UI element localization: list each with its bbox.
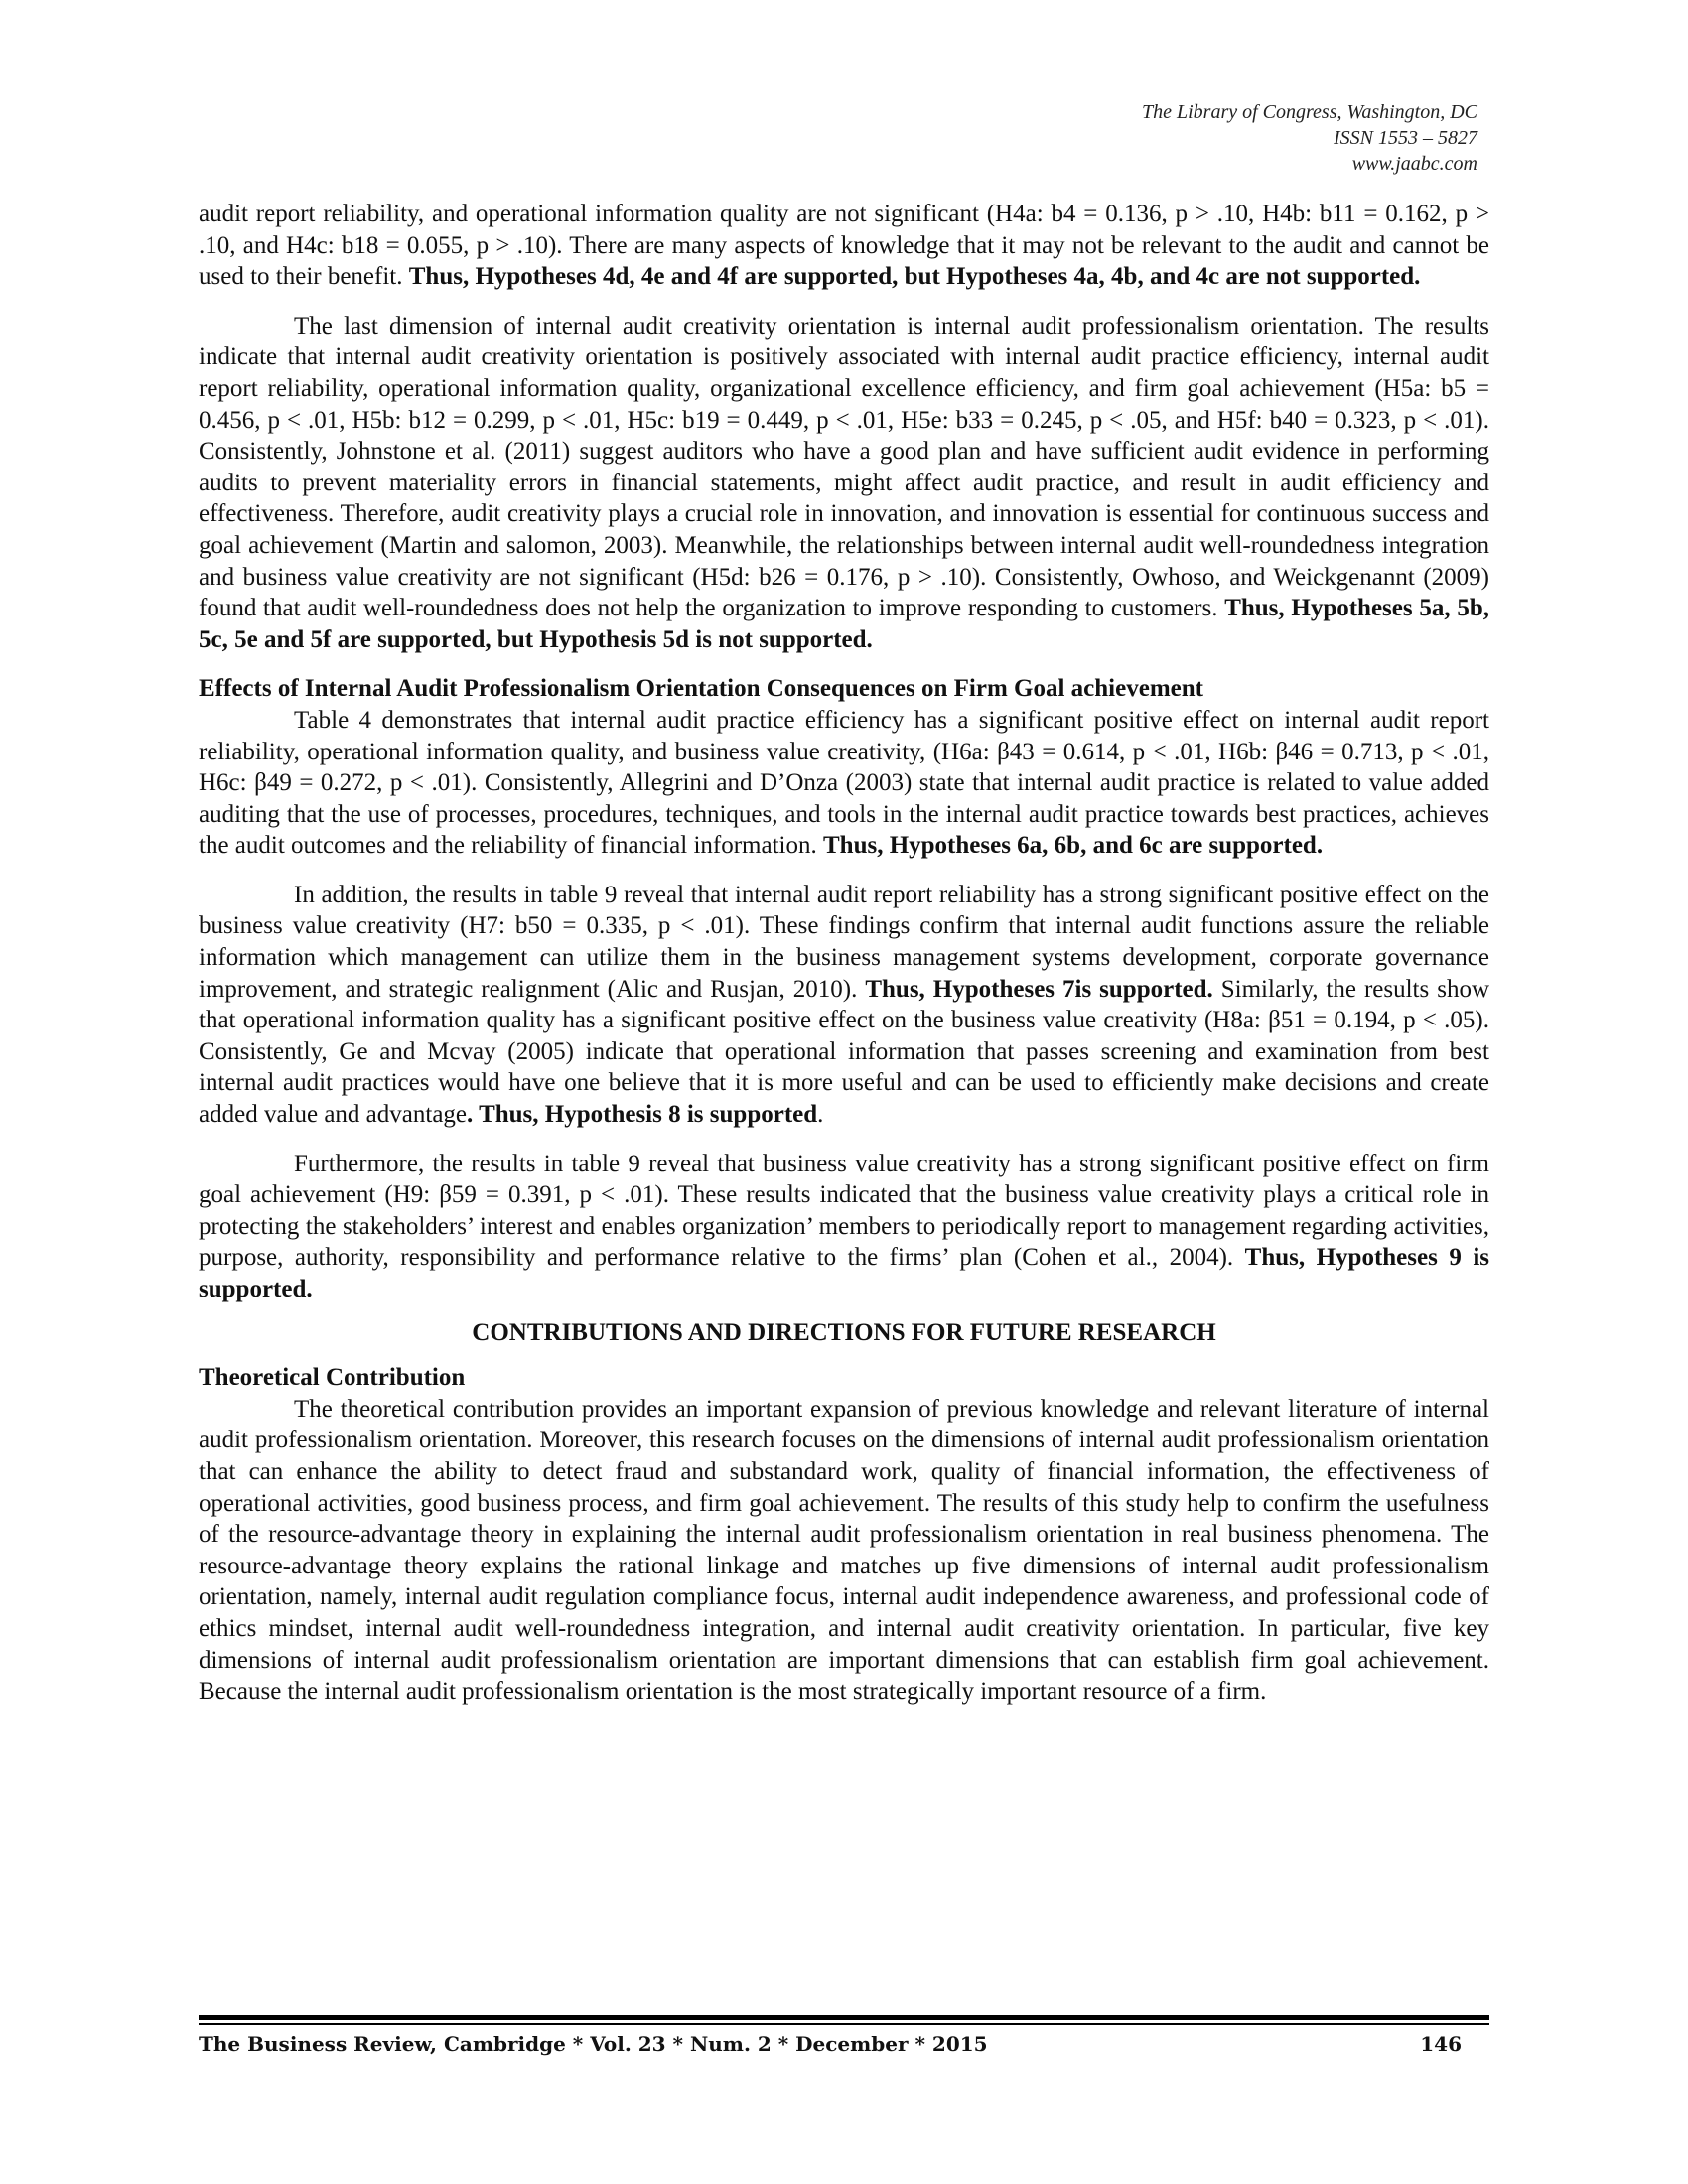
paragraph-4-text-a: In addition, the results in table 9 reveal that internal audit report reliability has a strong significant positive effect on the business value creativity (H7: b50 = 0.335, p < .01). These findings confirm that internal audit functions assure the reliable information which management can utilize them in the business management systems development, corporate governance improvement, and strategic realignment (Alic and Rusjan, 2010). bbox=[199, 881, 1489, 1003]
paragraph-6: The theoretical contribution provides an important expansion of previous knowledge and relevant literature of internal audit professionalism orientation. Moreover, this research focuses on the dimensions of internal audit professionalism orientation that can enhance the ability to detect fraud and substandard work, quality of financial information, the effectiveness of operational activities, good business process, and firm goal achievement. The results of this study help to confirm the usefulness of the resource-advantage theory in explaining the internal audit professionalism orientation in real business phenomena. The resource-advantage theory explains the rational linkage and matches up five dimensions of internal audit professionalism orientation, namely, internal audit regulation compliance focus, internal audit independence awareness, and professional code of ethics mindset, internal audit well-roundedness integration, and internal audit creativity orientation. In particular, five key dimensions of internal audit professionalism orientation are important dimensions that can establish firm goal achievement. Because the internal audit professionalism orientation is the most strategically important resource of a firm. bbox=[199, 1395, 1489, 1706]
paragraph-4-text-c: . bbox=[817, 1101, 824, 1129]
main-text bbox=[199, 199, 1489, 1707]
header-issn: ISSN 1553 – 5827 bbox=[1334, 127, 1477, 149]
paragraph-1 bbox=[199, 199, 1489, 293]
paragraph-4-conclusion-a: Thus, Hypotheses 7is supported. bbox=[865, 975, 1213, 1003]
paragraph-2 bbox=[199, 311, 1489, 656]
paragraph-4-conclusion-b: . Thus, Hypothesis 8 is supported bbox=[467, 1101, 818, 1129]
subheading-effects: Effects of Internal Audit Professionalism Orientation Consequences on Firm Goal achievement bbox=[199, 675, 1203, 703]
header-website: www.jaabc.com bbox=[1351, 153, 1477, 175]
paragraph-4-text-b: Similarly, the results show that operational information quality has a significant positive effect on the business value creativity (H8a: β51 = 0.194, p < .05). Consistently, Ge and Mcvay (2005) indicate that operational information that passes screening and examination from best internal audit practices would have one believe that it is more useful and can be used to efficiently make decisions and create added value and advantage bbox=[199, 975, 1489, 1129]
paragraph-2-text: The last dimension of internal audit creativity orientation is internal audit professionalism orientation. The results indicate that internal audit creativity orientation is positively associated with internal audit practice efficiency, internal audit report reliability, operational information quality, organizational excellence efficiency, and firm goal achievement (H5a: b5 = 0.456, p < .01, H5b: b12 = 0.299, p < .01, H5c: b19 = 0.449, p < .01, H5e: b33 = 0.245, p < .05, and H5f: b40 = 0.323, p < .01). Consistently, Johnstone et al. (2011) suggest auditors who have a good plan and have sufficient audit evidence in performing audits to prevent materiality errors in financial statements, might affect audit practice, and result in audit efficiency and effectiveness. Therefore, audit creativity plays a crucial role in innovation, and innovation is essential for continuous success and goal achievement (Martin and salomon, 2003). Meanwhile, the relationships between internal audit well-roundedness integration and business value creativity are not significant (H5d: b26 = 0.176, p > .10). Consistently, Owhoso, and Weickgenannt (2009) found that audit well-roundedness does not help the organization to improve responding to customers. bbox=[199, 312, 1489, 622]
subheading-theoretical: Theoretical Contribution bbox=[199, 1364, 466, 1392]
paragraph-4 bbox=[199, 880, 1489, 1131]
paragraph-5-conclusion: Thus, Hypotheses 9 is supported. bbox=[199, 1244, 1489, 1302]
section-heading: CONTRIBUTIONS AND DIRECTIONS FOR FUTURE RESEARCH bbox=[472, 1318, 1216, 1346]
paragraph-2-conclusion: Thus, Hypotheses 5a, 5b, 5c, 5e and 5f are supported, but Hypothesis 5d is not supported. bbox=[199, 595, 1489, 653]
paragraph-3-conclusion: Thus, Hypotheses 6a, 6b, and 6c are supported. bbox=[822, 832, 1324, 860]
running-header bbox=[1142, 99, 1477, 177]
paragraph-5 bbox=[199, 1149, 1489, 1305]
footer-rule-thick bbox=[199, 2015, 1489, 2020]
paragraph-5-text: Furthermore, the results in table 9 reveal that business value creativity has a strong significant positive effect on firm goal achievement (H9: β59 = 0.391, p < .01). These results indicated that the business value creativity plays a critical role in protecting the stakeholders’ interest and enables organization’ members to periodically report to management regarding activities, purpose, authority, responsibility and performance relative to the firms’ plan (Cohen et al., 2004). bbox=[199, 1150, 1489, 1272]
page-number: 146 bbox=[1420, 2032, 1462, 2056]
paragraph-3 bbox=[199, 705, 1489, 862]
paragraph-1-conclusion: Thus, Hypotheses 4d, 4e and 4f are supported, but Hypotheses 4a, 4b, and 4c are not supported. bbox=[408, 263, 1421, 291]
paragraph-3-text: Table 4 demonstrates that internal audit practice efficiency has a significant positive effect on internal audit report reliability, operational information quality, and business value creativity, (H6a: β43 = 0.614, p < .01, H6b: β46 = 0.713, p < .01, H6c: β49 = 0.272, p < .01). Consistently, Allegrini and D’Onza (2003) state that internal audit practice is related to value added auditing that the use of processes, procedures, techniques, and tools in the internal audit practice towards best practices, achieves the audit outcomes and the reliability of financial information. bbox=[199, 706, 1489, 860]
footer-journal: The Business Review, Cambridge * Vol. 23 * Num. 2 * December * 2015 bbox=[199, 2032, 988, 2056]
paragraph-1-text: audit report reliability, and operational information quality are not significant (H4a: b4 = 0.136, p > .10, H4b: b11 = 0.162, p > .10, and H4c: b18 = 0.055, p > .10). There are many aspects of knowledge that it may not be relevant to the audit and cannot be used to their benefit. bbox=[199, 201, 1489, 291]
footer-rule-thin bbox=[199, 2023, 1489, 2025]
header-library: The Library of Congress, Washington, DC bbox=[1141, 101, 1477, 123]
